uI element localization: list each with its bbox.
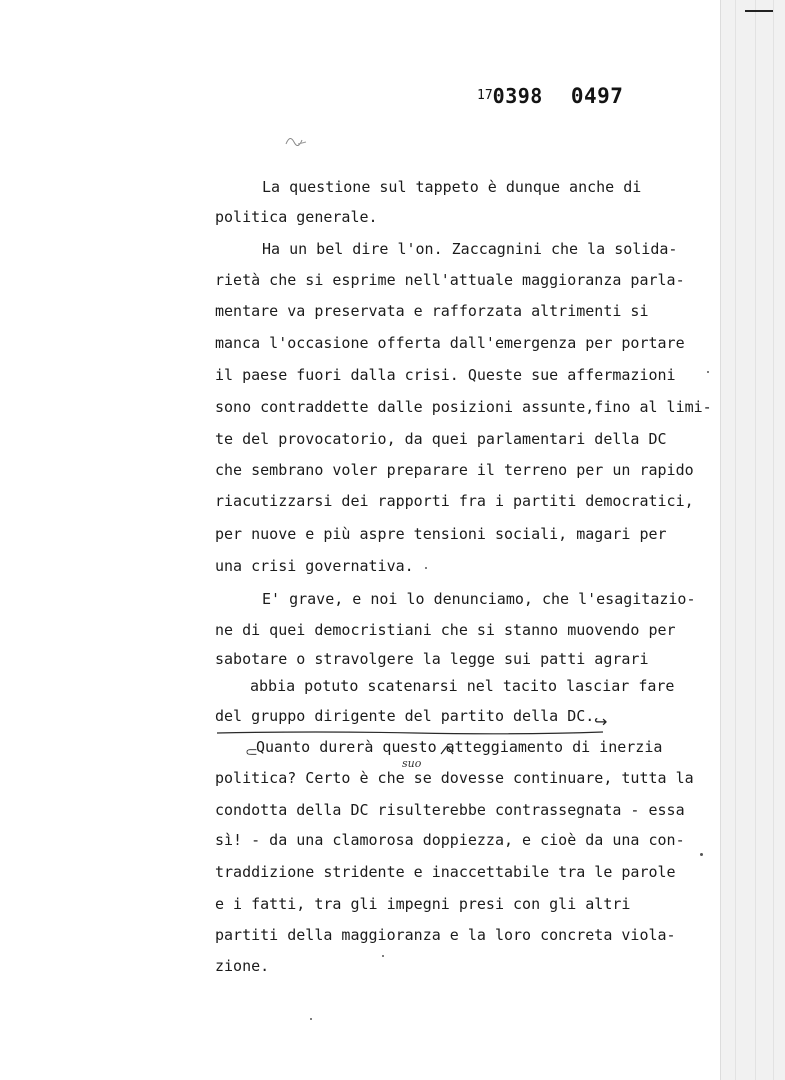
text-line: una crisi governativa. [215, 557, 414, 575]
page-stack-edge [720, 0, 785, 1080]
text-line: sabotare o stravolgere la legge sui patti agrari [215, 650, 649, 668]
text-line: sì! - da una clamorosa doppiezza, e cioè da una con- [215, 831, 685, 849]
text-line: te del provocatorio, da quei parlamentari della DC [215, 430, 667, 448]
text-line: Ha un bel dire l'on. Zaccagnini che la solida- [262, 240, 678, 258]
handwritten-bracket-icon: ⸦ [243, 743, 260, 763]
text-line: zione. [215, 957, 270, 975]
text-line: condotta della DC risulterebbe contrassegnata - essa [215, 801, 685, 819]
text-line: sono contraddette dalle posizioni assunte,fino al limi- [215, 398, 712, 416]
handwritten-arrow-icon: ↪ [594, 712, 608, 731]
text-line: del gruppo dirigente del partito della DC. [215, 707, 595, 725]
caret-insertion-icon [440, 745, 454, 755]
reference-number: 0398 [492, 84, 543, 108]
text-line: politica generale. [215, 208, 378, 226]
text-line: mentare va preservata e rafforzata altrimenti si [215, 302, 649, 320]
text-line: il paese fuori dalla crisi. Queste sue affermazioni [215, 366, 676, 384]
text-line: manca l'occasione offerta dall'emergenza per portare [215, 334, 685, 352]
text-line: ne di quei democristiani che si stanno muovendo per [215, 621, 676, 639]
text-line: partiti della maggioranza e la loro concreta viola- [215, 926, 676, 944]
text-line: riacutizzarsi dei rapporti fra i partiti democratici, [215, 492, 694, 510]
text-line: La questione sul tappeto è dunque anche di [262, 178, 642, 196]
text-line: politica? Certo è che se dovesse continuare, tutta la [215, 769, 694, 787]
text-line: traddizione stridente e inaccettabile tra le parole [215, 863, 676, 881]
text-line: che sembrano voler preparare il terreno per un rapido [215, 461, 694, 479]
text-line: Quanto durerà questo atteggiamento di inerzia [256, 738, 663, 756]
page-number: 0497 [570, 84, 624, 108]
text-line: abbia potuto scatenarsi nel tacito lasciar fare [250, 677, 675, 695]
text-line: e i fatti, tra gli impegni presi con gli altri [215, 895, 631, 913]
handwritten-insertion: suo [402, 757, 422, 770]
text-line: rietà che si esprime nell'attuale maggioranza parla- [215, 271, 685, 289]
handwritten-underline [215, 730, 605, 736]
text-line: E' grave, e noi lo denunciamo, che l'esagitazio- [262, 590, 696, 608]
text-line: per nuove e più aspre tensioni sociali, magari per [215, 525, 667, 543]
reference-prefix: 17 [477, 88, 493, 103]
